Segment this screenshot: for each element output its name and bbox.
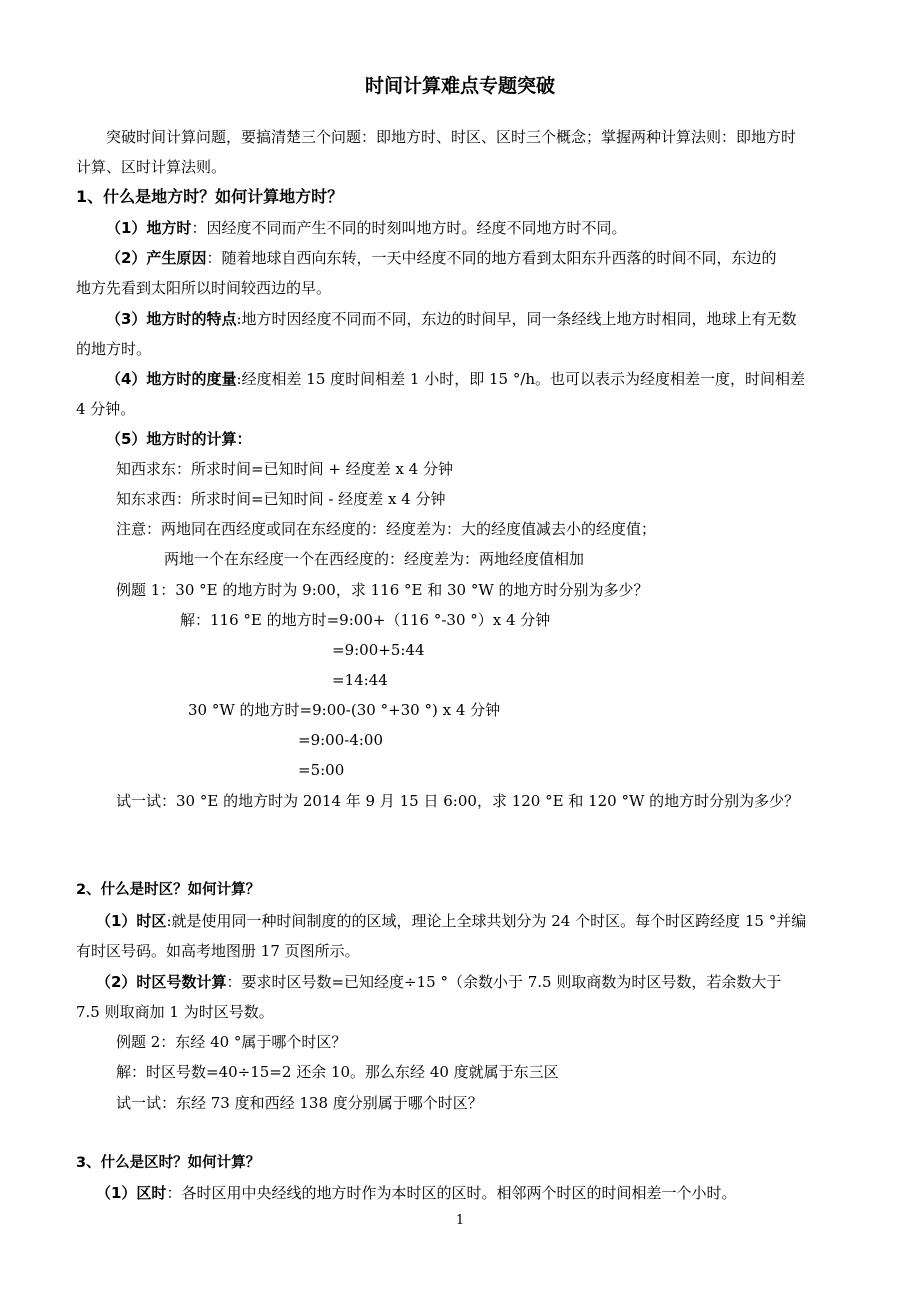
try-it-1: 试一试：30 °E 的地方时为 2014 年 9 月 15 日 6:00，求 120 °E 和 120 °W 的地方时分别为多少？ [116, 792, 800, 810]
s3-p1-text: ：各时区用中央经线的地方时作为本时区的区时。相邻两个时区的时间相差一个小时。 [166, 1184, 737, 1202]
solution-line-2: =9:00+5:44 [332, 641, 425, 659]
solution-line-4: 30 °W 的地方时=9:00-(30 °+30 °) x 4 分钟 [188, 701, 501, 719]
note-line-1: 注意：两地同在西经度或同在东经度的：经度差为：大的经度值减去小的经度值； [116, 520, 657, 538]
s1-p4-line2: 4 分钟。 [76, 400, 136, 418]
s2-p2-label: （2）时区号数计算 [96, 973, 227, 991]
s1-p4-label: （4）地方时的度量 [106, 370, 237, 388]
s2-p2-text: ：要求时区号数=已知经度÷15 °（余数小于 7.5 则取商数为时区号数，若余数大于 [226, 973, 782, 991]
example-2-solution: 解：时区号数=40÷15=2 还余 10。那么东经 40 度就属于东三区 [116, 1063, 559, 1081]
section1-heading: 1、什么是地方时？如何计算地方时？ [76, 187, 344, 206]
solution-line-5: =9:00-4:00 [298, 731, 384, 749]
solution-line-6: =5:00 [298, 761, 345, 779]
s1-p4 [106, 369, 805, 389]
s1-p2-label: （2）产生原因 [106, 249, 207, 267]
s3-p1-label: （1）区时 [96, 1184, 167, 1202]
intro-line-1: 突破时间计算问题，要搞清楚三个问题：即地方时、时区、区时三个概念；掌握两种计算法则：即地方时 [106, 128, 797, 146]
section2-heading: 2、什么是时区？如何计算？ [76, 882, 261, 898]
try-it-2: 试一试：东经 73 度和西经 138 度分别属于哪个时区？ [116, 1094, 483, 1112]
page-number: 1 [455, 1213, 465, 1228]
s1-p3-line2: 的地方时。 [76, 340, 152, 358]
s1-p4-text: :经度相差 15 度时间相差 1 小时，即 15 °/h。也可以表示为经度相差一度，时间相差 [236, 370, 806, 388]
intro-line-2: 计算、区时计算法则。 [76, 158, 227, 176]
s2-p2-line2: 7.5 则取商加 1 为时区号数。 [76, 1003, 274, 1021]
s1-p2 [106, 248, 776, 268]
s1-p1-label: （1）地方时 [106, 219, 192, 237]
s2-p1 [96, 911, 806, 931]
rule-east-to-west: 知东求西：所求时间=已知时间 - 经度差 x 4 分钟 [116, 490, 446, 508]
s2-p1-text: :就是使用同一种时间制度的的区域，理论上全球共划分为 24 个时区。每个时区跨经度 15 °并编 [166, 912, 807, 930]
example-2: 例题 2：东经 40 °属于哪个时区？ [116, 1033, 347, 1051]
page-title: 时间计算难点专题突破 [364, 75, 555, 97]
s1-p3 [106, 309, 797, 329]
section3-heading: 3、什么是区时？如何计算？ [76, 1155, 261, 1171]
s1-p3-label: （3）地方时的特点 [106, 310, 237, 328]
s2-p2 [96, 972, 781, 992]
s1-p1-text: ：因经度不同而产生不同的时刻叫地方时。经度不同地方时不同。 [191, 219, 627, 237]
s3-p1 [96, 1183, 736, 1203]
s1-p2-line2: 地方先看到太阳所以时间较西边的早。 [76, 279, 332, 297]
example-1: 例题 1：30 °E 的地方时为 9:00，求 116 °E 和 30 °W 的地方时分别为多少？ [116, 581, 649, 599]
s1-p5-label: （5）地方时的计算： [106, 430, 252, 448]
s2-p1-line2: 有时区号码。如高考地图册 17 页图所示。 [76, 942, 360, 960]
s2-p1-label: （1）时区 [96, 912, 167, 930]
rule-west-to-east: 知西求东：所求时间=已知时间 + 经度差 x 4 分钟 [116, 460, 453, 478]
solution-line-1: 解：116 °E 的地方时=9:00+（116 °-30 °）x 4 分钟 [180, 611, 551, 629]
s1-p2-text: ：随着地球自西向东转，一天中经度不同的地方看到太阳东升西落的时间不同，东边的 [206, 249, 777, 267]
s1-p1 [106, 218, 626, 238]
s1-p3-text: :地方时因经度不同而不同，东边的时间早，同一条经线上地方时相同，地球上有无数 [236, 310, 797, 328]
solution-line-3: =14:44 [332, 671, 388, 689]
note-line-2: 两地一个在东经度一个在西经度的：经度差为：两地经度值相加 [164, 550, 585, 568]
